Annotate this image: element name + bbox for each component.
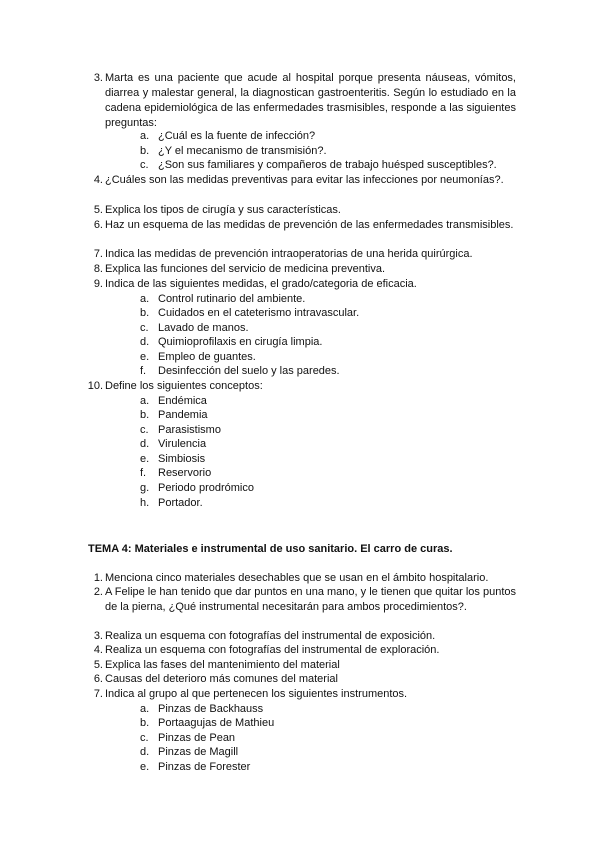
sub-letter: a. — [140, 395, 150, 407]
sub-item — [140, 292, 518, 307]
question-text: ¿Cuáles son las medidas preventivas para evitar las infecciones por neumonías?. — [105, 174, 504, 186]
sub-item — [140, 760, 518, 775]
sub-text: Desinfección del suelo y las paredes. — [158, 365, 340, 377]
question-text: Indica las medidas de prevención intraoperatorias de una herida quirúrgica. — [105, 248, 473, 260]
question-text: A Felipe le han tenido que dar puntos en una mano, y le tienen que quitar los puntos de la pierna, ¿Qué instrumental necesitarán para ambos procedimientos?. — [105, 586, 516, 613]
question-text: Realiza un esquema con fotografías del instrumental de exposición. — [105, 630, 436, 642]
sub-letter: b. — [140, 145, 150, 157]
sub-letter: b. — [140, 409, 150, 421]
sub-text: ¿Y el mecanismo de transmisión?. — [158, 145, 327, 157]
sub-text: Lavado de manos. — [158, 322, 249, 334]
sub-item — [140, 158, 518, 173]
question-number: 8. — [93, 263, 103, 275]
question-8 — [93, 262, 516, 277]
question-4 — [93, 173, 516, 188]
question-text: Haz un esquema de las medidas de prevención de las enfermedades transmisibles. — [105, 219, 514, 231]
question-text: Marta es una paciente que acude al hospital porque presenta náuseas, vómitos, diarrea y malestar general, la diagnostican gastroenteritis. Según lo estudiado en la cadena epidemiológica de las enfermedades trasmisibles, responde a las siguientes preguntas: — [105, 72, 516, 129]
sub-text: Pinzas de Backhauss — [158, 703, 264, 715]
sub-letter: h. — [140, 497, 150, 509]
question-3 — [93, 71, 516, 131]
question-number: 6. — [93, 673, 103, 685]
sub-item — [140, 745, 518, 760]
question-6 — [93, 218, 516, 233]
sub-text: Pinzas de Pean — [158, 732, 236, 744]
sub-text: Parasistismo — [158, 424, 221, 436]
sub-text: Cuidados en el cateterismo intravascular. — [158, 307, 360, 319]
sub-item — [140, 716, 518, 731]
sub-item — [140, 466, 518, 481]
sub-text: Pinzas de Magill — [158, 746, 239, 758]
sub-text: Portaagujas de Mathieu — [158, 717, 275, 729]
sub-text: Endémica — [158, 395, 207, 407]
sub-text: Simbiosis — [158, 453, 206, 465]
question-3 — [93, 629, 516, 644]
question-number: 2. — [93, 586, 103, 598]
sub-text: Control rutinario del ambiente. — [158, 293, 306, 305]
sub-text: Reservorio — [158, 467, 212, 479]
sub-letter: f. — [140, 467, 147, 479]
sub-item — [140, 731, 518, 746]
sub-item — [140, 144, 518, 159]
question-text: Explica las funciones del servicio de medicina preventiva. — [105, 263, 386, 275]
sub-item — [140, 437, 518, 452]
sub-letter: d. — [140, 336, 150, 348]
question-10 — [87, 379, 516, 394]
question-text: Causas del deterioro más comunes del material — [105, 673, 338, 685]
question-text: Realiza un esquema con fotografías del instrumental de exploración. — [105, 644, 440, 656]
sub-letter: c. — [140, 322, 149, 334]
sub-letter: g. — [140, 482, 150, 494]
question-number: 5. — [93, 204, 103, 216]
sub-letter: c. — [140, 159, 149, 171]
question-4 — [93, 643, 516, 658]
question-9 — [93, 277, 516, 292]
sub-letter: d. — [140, 438, 150, 450]
sub-letter: a. — [140, 293, 150, 305]
sub-item — [140, 394, 518, 409]
question-text: Explica las fases del mantenimiento del material — [105, 659, 340, 671]
sub-item — [140, 321, 518, 336]
question-number: 1. — [93, 572, 103, 584]
sub-letter: d. — [140, 746, 150, 758]
sub-letter: b. — [140, 307, 150, 319]
sub-item — [140, 350, 518, 365]
sub-item — [140, 364, 518, 379]
sub-item — [140, 335, 518, 350]
question-5 — [93, 203, 516, 218]
question-number: 3. — [93, 72, 103, 84]
question-text: Explica los tipos de cirugía y sus características. — [105, 204, 341, 216]
sub-item — [140, 452, 518, 467]
question-text: Indica de las siguientes medidas, el grado/categoria de eficacia. — [105, 278, 417, 290]
question-number: 5. — [93, 659, 103, 671]
question-number: 9. — [93, 278, 103, 290]
sub-text: Empleo de guantes. — [158, 351, 256, 363]
question-5 — [93, 658, 516, 673]
sub-letter: e. — [140, 351, 150, 363]
question-number: 7. — [93, 688, 103, 700]
sub-item — [140, 496, 518, 511]
sub-letter: a. — [140, 130, 150, 142]
sub-text: Virulencia — [158, 438, 207, 450]
sub-text: ¿Son sus familiares y compañeros de trabajo huésped susceptibles?. — [158, 159, 497, 171]
sub-letter: c. — [140, 424, 149, 436]
sub-letter: a. — [140, 703, 150, 715]
sub-letter: c. — [140, 732, 149, 744]
sub-text: Quimioprofilaxis en cirugía limpia. — [158, 336, 323, 348]
question-1 — [93, 571, 516, 586]
question-number: 4. — [93, 174, 103, 186]
sub-text: Portador. — [158, 497, 203, 509]
sub-item — [140, 408, 518, 423]
question-7 — [93, 687, 516, 702]
question-number: 4. — [93, 644, 103, 656]
sub-letter: e. — [140, 453, 150, 465]
sub-item — [140, 702, 518, 717]
sub-text: Periodo prodrómico — [158, 482, 254, 494]
sub-item — [140, 129, 518, 144]
sub-text: ¿Cuál es la fuente de infección? — [158, 130, 316, 142]
question-7 — [93, 247, 516, 262]
question-number: 10. — [87, 380, 103, 392]
question-6 — [93, 672, 516, 687]
sub-item — [140, 306, 518, 321]
question-text: Menciona cinco materiales desechables que se usan en el ámbito hospitalario. — [105, 572, 489, 584]
sub-letter: e. — [140, 761, 150, 773]
sub-item — [140, 481, 518, 496]
question-number: 3. — [93, 630, 103, 642]
sub-letter: f. — [140, 365, 147, 377]
sub-text: Pandemia — [158, 409, 208, 421]
question-text: Indica al grupo al que pertenecen los siguientes instrumentos. — [105, 688, 408, 700]
sub-letter: b. — [140, 717, 150, 729]
question-number: 7. — [93, 248, 103, 260]
question-2 — [93, 585, 516, 615]
sub-text: Pinzas de Forester — [158, 761, 251, 773]
section-heading: TEMA 4: Materiales e instrumental de uso sanitario. El carro de curas. — [88, 543, 453, 555]
question-text: Define los siguientes conceptos: — [105, 380, 263, 392]
question-number: 6. — [93, 219, 103, 231]
sub-item — [140, 423, 518, 438]
